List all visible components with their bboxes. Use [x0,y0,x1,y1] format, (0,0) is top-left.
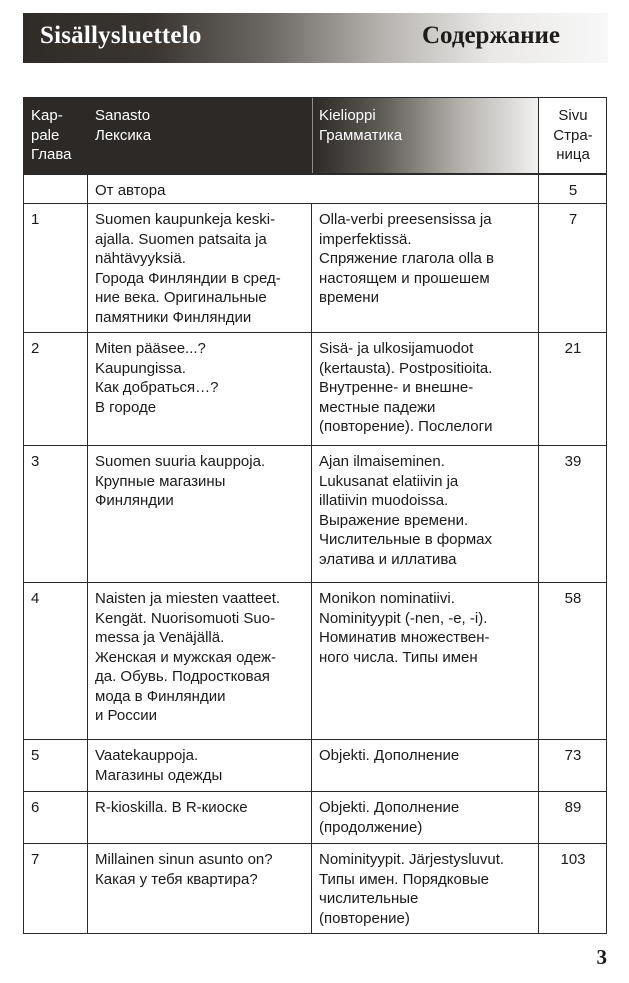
vocabulary-line: Naisten ja miesten vaatteet. [95,590,281,607]
vocabulary-line: Крупные магазины [95,472,226,490]
vocabulary-line: R-kioskilla. В R-киоске [95,799,248,816]
header-grammar-line: Kielioppi [319,107,376,124]
grammar-line: времени [319,289,379,306]
grammar-cell [312,844,539,934]
table-row [24,844,607,934]
grammar-line: Objekti. Дополнение [319,799,460,816]
chapter-number: 7 [24,844,88,934]
table-row [24,333,607,446]
grammar-line: Внутренне- и внешне- [319,379,474,396]
vocabulary-line: nähtävyyksiä. [95,250,186,267]
preface-chapter-cell [24,174,88,204]
vocabulary-cell [88,792,312,844]
grammar-line: (продолжение) [319,818,423,836]
vocabulary-line: Как добраться…? [95,379,219,396]
page-cell: 21 [539,333,607,446]
grammar-line: Числительные в формах [319,531,493,548]
vocabulary-line: и России [95,707,157,724]
grammar-line: Sisä- ja ulkosijamuodot [319,340,474,357]
vocabulary-line: Города Финляндии в сред- [95,269,281,287]
vocabulary-line: Финляндии [95,492,174,509]
grammar-cell [312,204,539,333]
chapter-number: 6 [24,792,88,844]
grammar-line: Lukusanat elatiivin ja [319,472,459,490]
preface-page: 5 [539,174,607,204]
vocabulary-line: В городе [95,398,157,416]
header-grammar [312,98,539,174]
vocabulary-cell [88,333,312,446]
grammar-line: Olla-verbi preesensissa ja [319,211,492,228]
table-row [24,740,607,792]
grammar-line: Типы имен. Порядковые [319,870,489,888]
page-cell: 39 [539,446,607,583]
grammar-line: местные падежи [319,398,436,416]
vocabulary-line: Suomen kaupunkeja keski- [95,211,276,228]
page-number: 3 [596,945,607,969]
title-banner [23,13,608,63]
table-row [24,204,607,333]
grammar-line: (kertausta). Postpositioita. [319,359,493,377]
vocabulary-line: Suomen suuria kauppoja. [95,453,266,470]
grammar-line: Monikon nominatiivi. [319,590,455,607]
table-header-row [24,98,607,174]
header-chapter-line: Kap- [31,107,63,124]
grammar-cell [312,792,539,844]
vocabulary-cell [88,844,312,934]
vocabulary-line: Женская и мужская одеж- [95,648,277,666]
vocabulary-cell [88,583,312,740]
grammar-line: числительные [319,890,419,907]
grammar-line: illatiivin muodoissa. [319,492,449,509]
header-page [539,98,607,174]
chapter-number: 2 [24,333,88,446]
header-page-line: ница [556,146,590,163]
grammar-line: Ajan ilmaiseminen. [319,453,445,470]
vocabulary-line: да. Обувь. Подростковая [95,668,270,685]
grammar-line: Спряжение глагола olla в [319,250,494,267]
vocabulary-cell [88,446,312,583]
vocabulary-cell [88,740,312,792]
page-cell: 103 [539,844,607,934]
vocabulary-line: Магазины одежды [95,766,223,784]
contents-table [23,97,607,934]
grammar-cell [312,333,539,446]
vocabulary-line: Какая у тебя квартира? [95,870,258,888]
table-row-preface [24,174,607,204]
title-finnish: Sisällysluettelo [40,22,202,49]
grammar-line: элатива и иллатива [319,550,457,568]
header-page-line: Sivu [558,107,588,124]
grammar-cell [312,446,539,583]
header-vocabulary-line: Лексика [95,126,152,144]
vocabulary-line: messa ja Venäjällä. [95,629,225,646]
page-cell: 7 [539,204,607,333]
grammar-line: ного числа. Типы имен [319,648,478,666]
chapter-number: 5 [24,740,88,792]
vocabulary-line: ajalla. Suomen patsaita ja [95,230,267,248]
grammar-line: Выражение времени. [319,511,469,529]
grammar-line: (повторение). Послелоги [319,418,493,435]
grammar-cell [312,740,539,792]
grammar-line: Nominityypit (-nen, -e, -i). [319,609,488,627]
vocabulary-line: мода в Финляндии [95,687,226,705]
vocabulary-line: Kaupungissa. [95,359,186,377]
vocabulary-line: Millainen sinun asunto on? [95,851,273,868]
chapter-number: 4 [24,583,88,740]
grammar-line: настоящем и прошешем [319,269,490,287]
header-chapter [24,98,88,174]
page-cell: 58 [539,583,607,740]
header-grammar-line: Грамматика [319,126,403,144]
chapter-number: 1 [24,204,88,333]
vocabulary-line: ние века. Оригинальные [95,289,267,306]
table-row [24,446,607,583]
title-russian: Содержание [421,22,560,49]
page-cell: 89 [539,792,607,844]
table-row [24,583,607,740]
vocabulary-line: Miten pääsee...? [95,340,206,357]
vocabulary-cell [88,204,312,333]
vocabulary-line: Kengät. Nuorisomuoti Suo- [95,609,276,627]
table-row [24,792,607,844]
header-page-line: Стра- [553,126,593,144]
header-chapter-line: Глава [31,146,72,163]
page-cell: 73 [539,740,607,792]
preface-label: От автора [88,174,539,204]
grammar-line: Nominityypit. Järjestysluvut. [319,851,505,868]
header-vocabulary [88,98,312,174]
vocabulary-line: Vaatekauppoja. [95,747,199,764]
chapter-number: 3 [24,446,88,583]
header-chapter-line: pale [31,126,60,144]
grammar-line: imperfektissä. [319,230,412,248]
grammar-line: Objekti. Дополнение [319,747,460,764]
vocabulary-line: памятники Финляндии [95,308,252,326]
grammar-line: (повторение) [319,909,410,927]
grammar-cell [312,583,539,740]
header-vocabulary-line: Sanasto [95,107,151,124]
grammar-line: Номинатив множествен- [319,629,490,646]
